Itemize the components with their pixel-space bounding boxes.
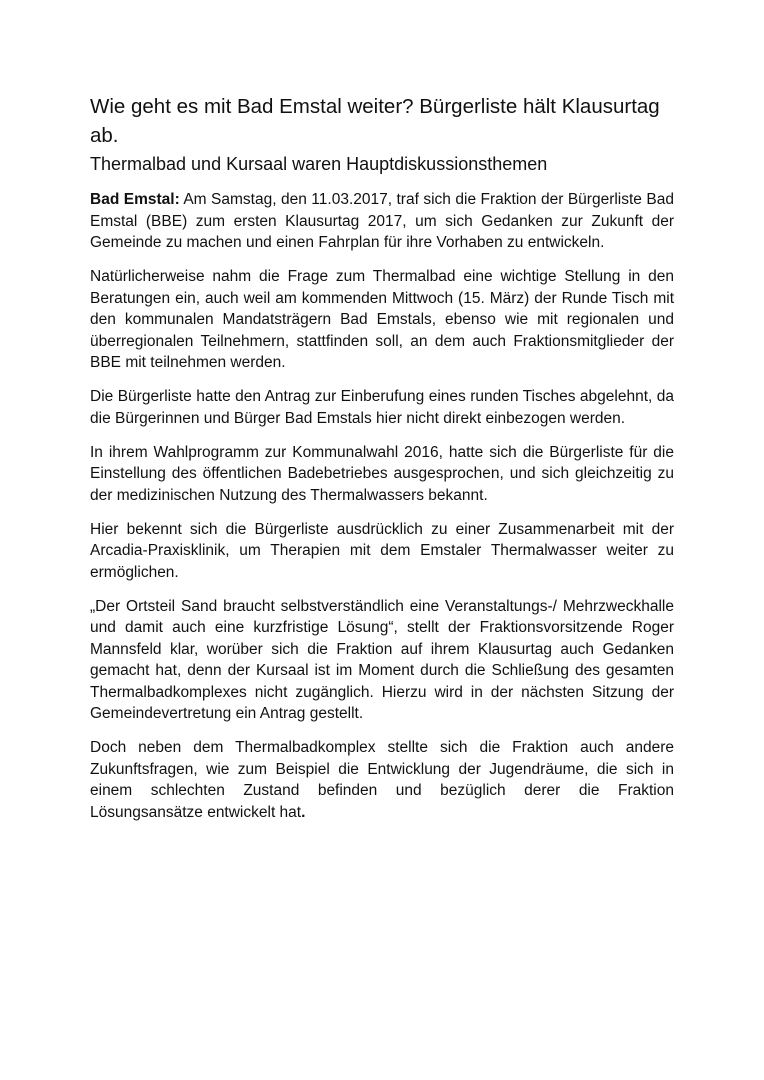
paragraph-quote: „Der Ortsteil Sand braucht selbstverständlich eine Veranstaltungs-/ Mehrzweckhalle und damit auch eine kurzfristige Lösung“, stellt der Fraktionsvorsitzende Roger Mannsfeld klar, worüber sich die Fraktion auf ihrem Klausurtag auch Gedanken gemacht hat, denn der Kursaal ist im Moment durch die Schließung des gesamten Thermalbadkomplexes nicht zugänglich. Hierzu wird in der nächsten Sitzung der Gemeindevertretung ein Antrag gestellt.	[90, 597, 674, 722]
paragraph-wahlprogramm: In ihrem Wahlprogramm zur Kommunalwahl 2016, hatte sich die Bürgerliste für die Einstellung des öffentlichen Badebetriebes ausgesprochen, und sich gleichzeitig zu der medizinischen Nutzung des Thermalwassers bekannt.	[90, 443, 674, 504]
paragraph-arcadia: Hier bekennt sich die Bürgerliste ausdrücklich zu einer Zusammenarbeit mit der Arcadia-Praxisklinik, um Therapien mit dem Emstaler Thermalwasser weiter zu ermöglichen.	[90, 520, 674, 581]
paragraph-lead: Bad Emstal:	[90, 191, 180, 208]
article-subtitle: Thermalbad und Kursaal waren Hauptdiskussionsthemen	[90, 154, 548, 174]
paragraph-runder-tisch: Die Bürgerliste hatte den Antrag zur Einberufung eines runden Tisches abgelehnt, da die Bürgerinnen und Bürger Bad Emstals hier nicht direkt einbezogen werden.	[90, 388, 674, 427]
paragraph-intro	[90, 189, 674, 254]
paragraph-zukunftsfragen	[90, 737, 674, 823]
document-page	[90, 92, 674, 836]
article-title: Wie geht es mit Bad Emstal weiter? Bürgerliste hält Klausurtag ab.	[90, 95, 660, 147]
paragraph-thermalbad: Natürlicherweise nahm die Frage zum Thermalbad eine wichtige Stellung in den Beratungen ein, auch weil am kommenden Mittwoch (15. März) der Runde Tisch mit den kommunalen Mandatsträgern Bad Emstals, ebenso wie mit regionalen und überregionalen Teilnehmern, stattfinden soll, an dem auch Fraktionsmitglieder der BBE mit teilnehmen werden.	[90, 268, 674, 371]
paragraph-zukunftsfragen-text: Doch neben dem Thermalbadkomplex stellte sich die Fraktion auch andere Zukunftsfragen, wie zum Beispiel die Entwicklung der Jugendräume, die sich in einem schlechten Zustand befinden und bezüglich derer die Fraktion Lösungsansätze entwickelt hat	[90, 739, 674, 821]
paragraph-final-period: .	[301, 803, 306, 821]
paragraph-intro-text: Am Samstag, den 11.03.2017, traf sich die Fraktion der Bürgerliste Bad Emstal (BBE) zum ersten Klausurtag 2017, um sich Gedanken zur Zukunft der Gemeinde zu machen und einen Fahrplan für ihre Vorhaben zu entwickeln.	[90, 191, 674, 251]
